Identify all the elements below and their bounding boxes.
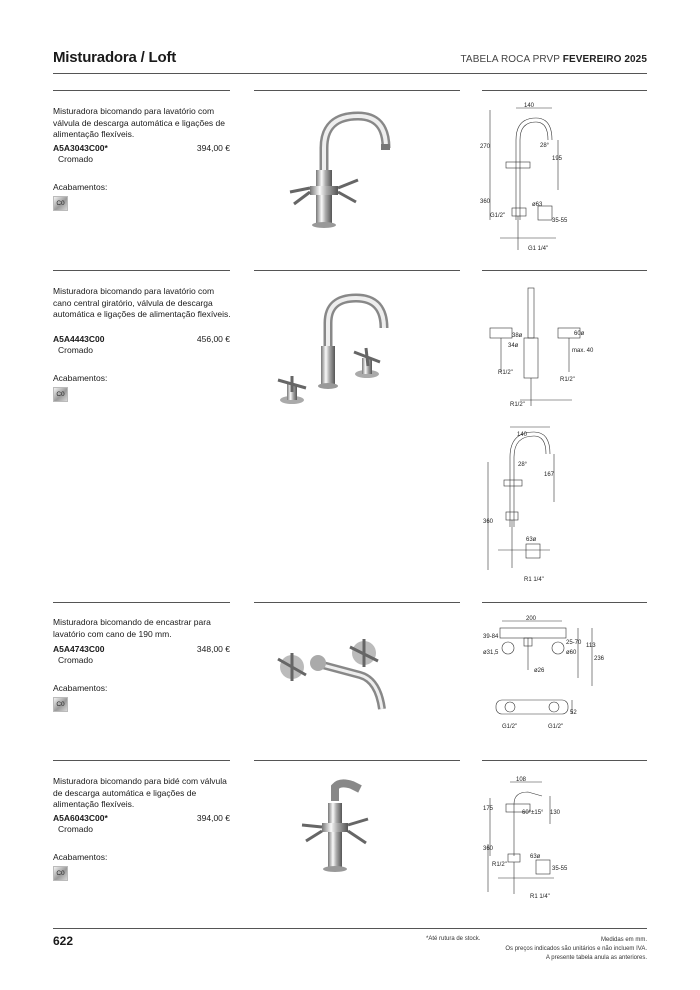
page-title: Misturadora / Loft [53, 49, 177, 66]
dim-label: 35-55 [552, 866, 568, 872]
finish-swatch-chrome: C0 [53, 866, 68, 881]
product-description: Misturadora bicomando para bidé com válvula de descarga automática e ligações de alimentação flexíveis. [53, 776, 227, 809]
dim-label: 270 [480, 144, 491, 150]
section-rule [254, 270, 460, 271]
dim-label: max. 40 [572, 348, 594, 354]
dim-label: R1 1/4" [530, 894, 550, 900]
catalog-date: FEVEREIRO 2025 [562, 54, 647, 65]
product-description: Misturadora bicomando de encastrar para lavatório com cano de 190 mm. [53, 617, 211, 639]
dim-label: 39-84 [483, 634, 499, 640]
product-code: A5A4443C00 [53, 334, 105, 344]
dim-label: R1/2" [560, 377, 575, 383]
bidet-mixer-image [290, 775, 390, 875]
section-rule [254, 760, 460, 761]
dim-label: 35-55 [552, 218, 568, 224]
dim-label: G1/2" [490, 213, 506, 219]
section-rule [482, 602, 647, 603]
dim-label: 140 [524, 103, 535, 109]
dim-label: 113 [586, 643, 596, 649]
footer-note: Os preços indicados são unitários e não incluem IVA. [505, 946, 647, 952]
product-price: 394,00 € [196, 143, 230, 153]
finishes-label: Acabamentos: [53, 852, 108, 862]
dim-label: 175 [483, 806, 494, 812]
dim-label: 28° [518, 462, 528, 468]
product-description: Misturadora bicomando para lavatório com cano central giratório, válvula de descarga automática e ligações de alimentação flexíveis. [53, 286, 231, 319]
basin-mixer-image [280, 108, 400, 233]
dim-label: ø60 [566, 650, 577, 656]
product-variant: Cromado [58, 345, 93, 355]
catalog-name: TABELA ROCA PRVP [460, 54, 560, 65]
dim-label: 167 [544, 472, 555, 478]
product-code: A5A3043C00* [53, 143, 108, 153]
stock-note: *Até rutura de stock. [426, 936, 481, 942]
footer-note: A presente tabela anula as anteriores. [545, 955, 647, 961]
dim-label: 63ø [530, 854, 541, 860]
page-number: 622 [53, 934, 74, 948]
footer-note: Medidas em mm. [600, 937, 647, 943]
finish-swatch-chrome: C0 [53, 697, 68, 712]
section-rule [53, 602, 230, 603]
finishes-label: Acabamentos: [53, 683, 108, 693]
technical-drawing-three-hole-mixer [480, 282, 650, 587]
dim-label: 108 [516, 777, 527, 783]
section-rule [482, 270, 647, 271]
dim-label: 28° [540, 143, 550, 149]
dim-label: 130 [550, 810, 561, 816]
catalog-edition [460, 54, 647, 65]
dim-label: 200 [526, 616, 537, 622]
header-rule [53, 73, 647, 74]
dim-label: 360 [483, 846, 494, 852]
dim-label: 63ø [526, 537, 537, 543]
product-variant: Cromado [58, 824, 93, 834]
section-rule [254, 90, 460, 91]
product-code: A5A4743C00 [53, 644, 105, 654]
dim-label: ø26 [534, 668, 545, 674]
finish-swatch-chrome: C0 [53, 387, 68, 402]
dim-label: 60ø [574, 331, 585, 337]
finishes-label: Acabamentos: [53, 373, 108, 383]
dim-label: R1/2" [498, 370, 513, 376]
dim-label: 360 [483, 519, 494, 525]
finishes-label: Acabamentos: [53, 182, 108, 192]
dim-label: 25-70 [566, 640, 582, 646]
dim-label: 52 [570, 710, 577, 716]
product-description: Misturadora bicomando para lavatório com válvula de descarga automática e ligações de alimentação flexíveis. [53, 106, 225, 139]
footer-rule [53, 928, 647, 929]
product-code: A5A6043C00* [53, 813, 108, 823]
technical-drawing-wall-mixer [480, 614, 650, 739]
dim-label: 360 [480, 199, 491, 205]
dim-label: ø63 [532, 202, 543, 208]
three-hole-basin-mixer-image [270, 288, 400, 413]
dim-label: G1/2" [548, 724, 564, 730]
product-price: 394,00 € [196, 813, 230, 823]
technical-drawing-bidet-mixer [480, 774, 650, 906]
dim-label: G1 1/4" [528, 246, 549, 252]
section-rule [482, 760, 647, 761]
dim-label: 140 [517, 432, 528, 438]
section-rule [53, 90, 230, 91]
dim-label: R1 1/4" [524, 577, 544, 583]
wall-mounted-mixer-image [270, 625, 400, 715]
dim-label: 60°±15° [522, 810, 544, 816]
product-variant: Cromado [58, 655, 93, 665]
dim-label: 34ø [508, 343, 519, 349]
product-price: 348,00 € [196, 644, 230, 654]
section-rule [254, 602, 460, 603]
dim-label: R1/2" [492, 862, 507, 868]
section-rule [53, 270, 230, 271]
section-rule [53, 760, 230, 761]
dim-label: 236 [594, 656, 605, 662]
product-price: 456,00 € [196, 334, 230, 344]
technical-drawing-basin-mixer [480, 100, 650, 260]
dim-label: 195 [552, 156, 563, 162]
footer-notes [505, 936, 647, 963]
dim-label: 38ø [512, 333, 523, 339]
finish-swatch-chrome: C0 [53, 196, 68, 211]
section-rule [482, 90, 647, 91]
product-variant: Cromado [58, 154, 93, 164]
dim-label: G1/2" [502, 724, 518, 730]
dim-label: ø31,5 [483, 650, 499, 656]
dim-label: R1/2" [510, 402, 525, 408]
